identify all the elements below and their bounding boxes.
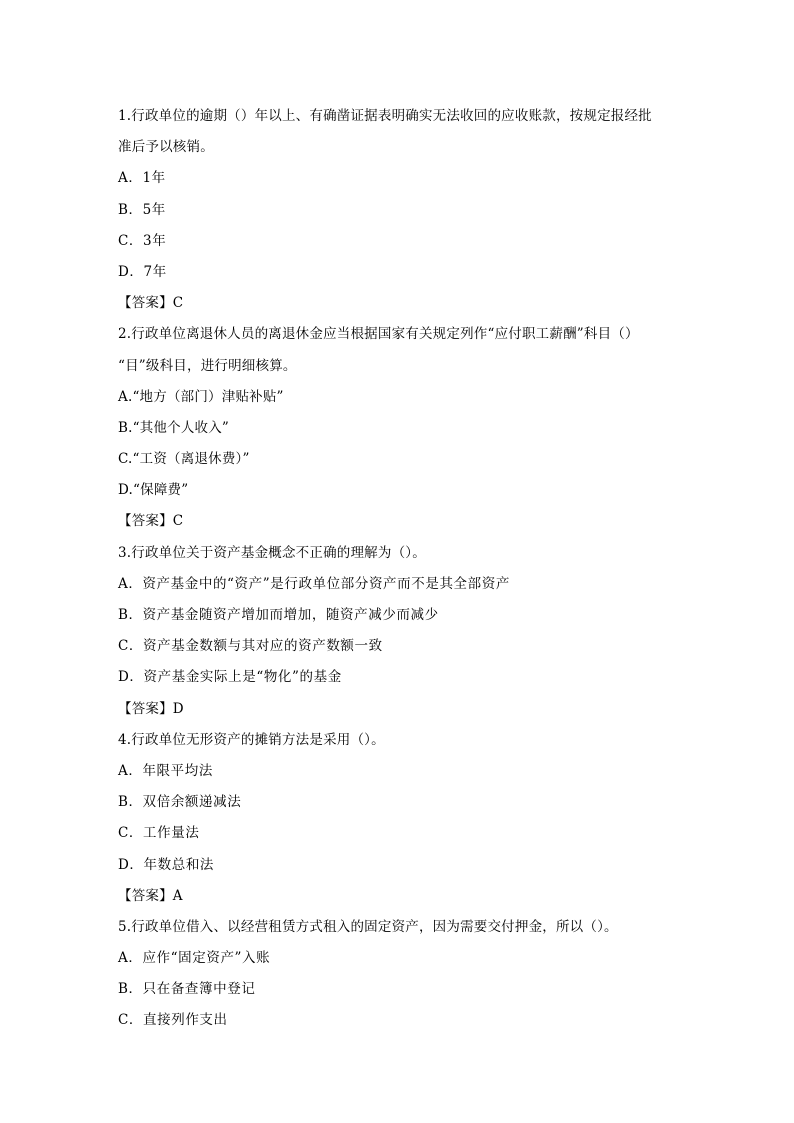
question-3-option-d: D．资产基金实际上是“物化”的基金 — [118, 669, 342, 686]
question-5-option-c: C．直接列作支出 — [118, 1012, 228, 1029]
question-1 — [118, 101, 678, 319]
question-4-option-b: B．双倍余额递减法 — [118, 794, 242, 811]
question-1-option-a: A．1年 — [118, 170, 166, 187]
question-4-answer: 【答案】A — [118, 887, 183, 904]
question-4-option-d: D．年数总和法 — [118, 856, 215, 873]
question-3 — [118, 538, 678, 725]
question-1-answer: 【答案】C — [118, 295, 184, 312]
question-5-stem-line-1: 5.行政单位借入、以经营租赁方式租入的固定资产，因为需要交付押金，所以（）。 — [118, 918, 618, 935]
question-3-option-c: C．资产基金数额与其对应的资产数额一致 — [118, 638, 383, 655]
question-3-option-a: A．资产基金中的“资产”是行政单位部分资产而不是其全部资产 — [118, 575, 510, 592]
question-1-stem-line-1: 1.行政单位的逾期（）年以上、有确凿证据表明确实无法收回的应收账款，按规定报经批 — [118, 108, 652, 124]
question-3-answer: 【答案】D — [118, 700, 184, 717]
question-2 — [118, 319, 678, 537]
question-2-answer: 【答案】C — [118, 513, 184, 530]
question-2-stem-line-1: 2.行政单位离退休人员的离退休金应当根据国家有关规定列作“应付职工薪酬”科目（） — [118, 326, 639, 343]
question-4-option-a: A．年限平均法 — [118, 762, 213, 779]
question-2-option-a: A.“地方（部门）津贴补贴” — [118, 388, 284, 405]
question-1-option-c: C．3年 — [118, 232, 167, 249]
question-list — [118, 101, 678, 1037]
question-4-stem-line-1: 4.行政单位无形资产的摊销方法是采用（）。 — [118, 731, 385, 748]
question-5-option-a: A．应作“固定资产”入账 — [118, 950, 271, 967]
question-2-stem-line-2: “目”级科目，进行明细核算。 — [118, 357, 297, 374]
question-2-option-d: D.“保障费” — [118, 482, 189, 499]
question-1-stem-line-2: 准后予以核销。 — [118, 139, 214, 156]
question-4 — [118, 725, 678, 912]
question-1-option-b: B．5年 — [118, 201, 166, 218]
question-3-stem-line-1: 3.行政单位关于资产基金概念不正确的理解为（）。 — [118, 544, 426, 561]
question-3-option-b: B．资产基金随资产增加而增加，随资产减少而减少 — [118, 607, 439, 623]
question-2-option-b: B.“其他个人收入” — [118, 419, 230, 436]
question-5 — [118, 912, 678, 1037]
question-2-option-c: C.“工资（离退休费）” — [118, 451, 250, 468]
question-5-option-b: B．只在备查簿中登记 — [118, 981, 256, 998]
question-4-option-c: C．工作量法 — [118, 825, 200, 842]
question-1-option-d: D．7年 — [118, 263, 167, 280]
